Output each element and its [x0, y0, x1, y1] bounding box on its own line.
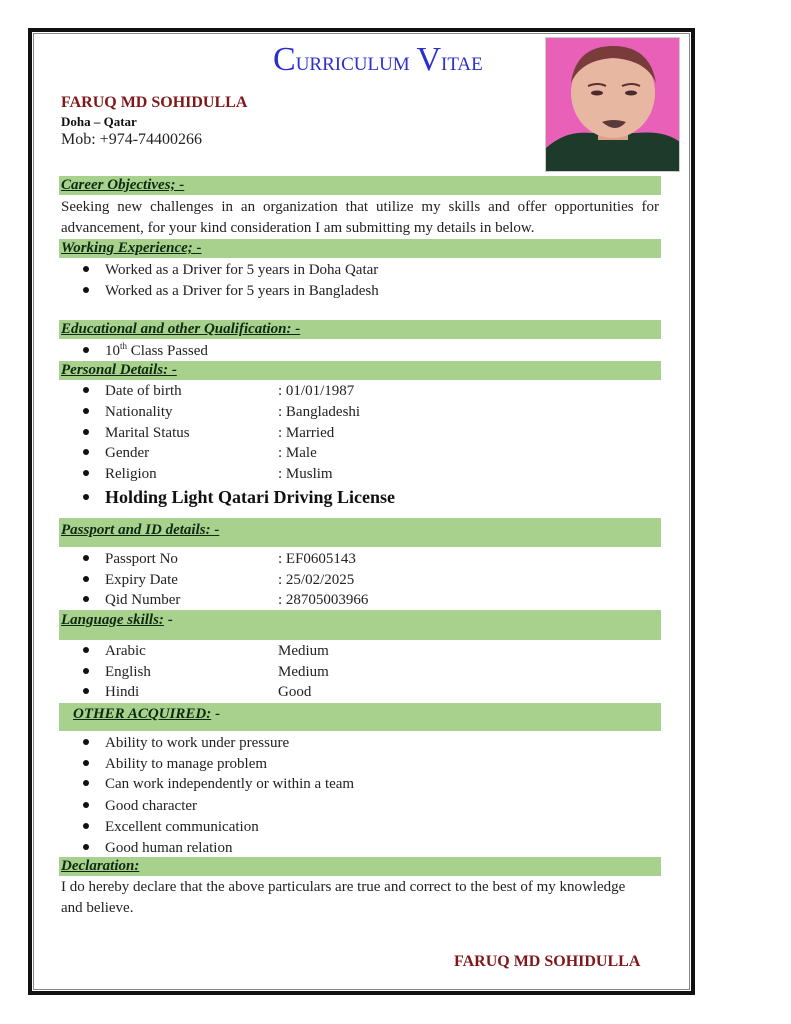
bullet-icon: [83, 647, 89, 653]
language-row: English Medium: [83, 662, 151, 682]
declaration-text: I do hereby declare that the above particulars are true and correct to the best of my knowledge and believe.: [61, 879, 626, 916]
personal-row: Religion : Muslim: [83, 464, 157, 484]
bullet-icon: [83, 576, 89, 582]
personal-row: Marital Status : Married: [83, 423, 190, 443]
bullet-icon: [83, 429, 89, 435]
document-title: [273, 41, 483, 78]
candidate-location: Doha – Qatar: [61, 114, 137, 129]
bullet-icon: [83, 739, 89, 745]
candidate-mobile: Mob: +974-74400266: [61, 131, 203, 148]
bullet-icon: [83, 823, 89, 829]
bullet-icon: [83, 408, 89, 414]
title-word-2: itae: [441, 46, 483, 76]
bullet-icon: [83, 387, 89, 393]
profile-photo: [545, 37, 680, 172]
other-item: Good character: [83, 796, 197, 816]
candidate-name: FARUQ MD SOHIDULLA: [61, 94, 248, 111]
section-header-other: [59, 703, 661, 731]
personal-row: Nationality : Bangladeshi: [83, 402, 173, 422]
section-header-declaration: [59, 857, 661, 876]
personal-row: Date of birth : 01/01/1987: [83, 381, 182, 401]
other-item: Ability to work under pressure: [83, 733, 289, 753]
other-item: Ability to manage problem: [83, 754, 267, 774]
bullet-icon: [83, 780, 89, 786]
bullet-icon: [83, 760, 89, 766]
education-item: 10th Class Passed: [83, 341, 208, 361]
experience-item: Worked as a Driver for 5 years in Doha Qatar: [83, 260, 378, 280]
experience-heading: Working Experience; -: [61, 240, 202, 256]
passport-row: Expiry Date : 25/02/2025: [83, 570, 178, 590]
experience-item: Worked as a Driver for 5 years in Bangladesh: [83, 281, 379, 301]
other-heading: OTHER ACQUIRED: -: [73, 706, 220, 722]
declaration-heading: Declaration:: [61, 858, 140, 874]
bullet-icon: [83, 470, 89, 476]
other-item: Excellent communication: [83, 817, 259, 837]
bullet-icon: [83, 844, 89, 850]
section-header-career: [59, 176, 661, 195]
bullet-icon: [83, 266, 89, 272]
language-heading: Language skills: -: [61, 612, 173, 628]
education-heading: Educational and other Qualification: -: [61, 321, 301, 337]
bullet-icon: [83, 596, 89, 602]
passport-row: Passport No : EF0605143: [83, 549, 178, 569]
career-objective-text: Seeking new challenges in an organization that utilize my skills and offer opportunities for advancement, for your kind consideration I am submitting my details in below.: [61, 199, 659, 236]
section-header-language: [59, 610, 661, 640]
section-header-education: [59, 320, 661, 339]
section-header-experience: [59, 239, 661, 258]
bullet-icon: [83, 668, 89, 674]
career-heading: Career Objectives; -: [61, 177, 185, 193]
passport-row: Qid Number : 28705003966: [83, 590, 180, 610]
personal-row: Gender : Male: [83, 443, 149, 463]
passport-heading: Passport and ID details: -: [61, 522, 220, 538]
other-item: Can work independently or within a team: [83, 774, 354, 794]
personal-heading: Personal Details: -: [61, 362, 177, 378]
section-header-passport: [59, 518, 661, 547]
bullet-icon: [83, 347, 89, 353]
language-row: Hindi Good: [83, 682, 139, 702]
driving-license: Holding Light Qatari Driving License: [83, 485, 395, 509]
title-word-1: urriculum: [295, 46, 410, 76]
bullet-icon: [83, 688, 89, 694]
bullet-icon: [83, 802, 89, 808]
signature-name: FARUQ MD SOHIDULLA: [454, 953, 641, 970]
title-initial-v: V: [416, 41, 442, 78]
bullet-icon: [83, 287, 89, 293]
person-photo-icon: [546, 38, 680, 172]
title-initial-c: C: [273, 41, 296, 78]
bullet-icon: [83, 555, 89, 561]
other-item: Good human relation: [83, 838, 232, 858]
bullet-icon: [83, 449, 89, 455]
section-header-personal: [59, 361, 661, 380]
bullet-icon: [83, 494, 89, 500]
language-row: Arabic Medium: [83, 641, 146, 661]
